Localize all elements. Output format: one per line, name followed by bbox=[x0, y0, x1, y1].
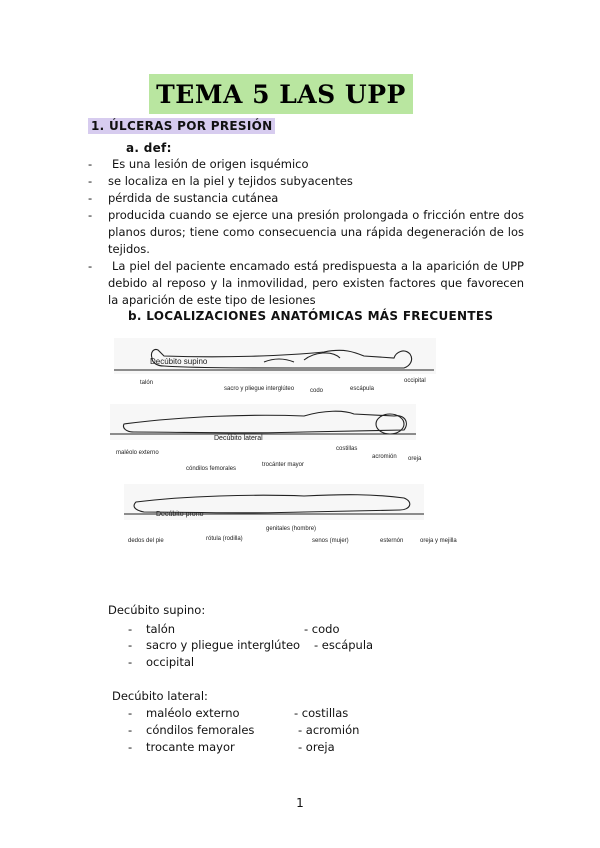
section-heading-ulceras: 1. ÚLCERAS POR PRESIÓN bbox=[88, 118, 275, 134]
page-title: TEMA 5 LAS UPP bbox=[156, 79, 406, 109]
bullet-item: se localiza en la piel y tejidos subyacentes bbox=[108, 174, 353, 188]
bullet-item: producida cuando se ejerce una presión prolongada o fricción entre dos planos duros; tiene como consecuencia una rápida degeneración de los tejidos. bbox=[108, 208, 524, 256]
supine-annotation: codo bbox=[310, 388, 324, 394]
list-item: - oreja bbox=[298, 740, 335, 754]
bullet-item: La piel del paciente encamado está predispuesta a la aparición de UPP debido al reposo y la inmovilidad, pero existen factores que favorecen la aparición de este tipo de lesiones bbox=[108, 259, 524, 307]
list-item: cóndilos femorales bbox=[146, 723, 255, 737]
lateral-annotation: trocánter mayor bbox=[262, 462, 305, 468]
supine-figure bbox=[114, 338, 436, 374]
supine-annotation: occipital bbox=[404, 378, 426, 384]
list-dash: - bbox=[128, 723, 133, 737]
lateral-annotation: costillas bbox=[336, 446, 358, 452]
prone-annotation: rótula (rodilla) bbox=[206, 536, 243, 542]
prone-annotation: genitales (hombre) bbox=[266, 526, 317, 532]
supine-annotation: talón bbox=[140, 380, 154, 386]
supine-annotation: sacro y pliegue interglúteo bbox=[224, 386, 295, 392]
subheading-def: a. def: bbox=[126, 141, 172, 155]
page-number: 1 bbox=[296, 796, 304, 810]
bullet-item: Es una lesión de origen isquémico bbox=[112, 157, 309, 171]
list-dash: - bbox=[128, 655, 133, 669]
lateral-annotation: oreja bbox=[408, 456, 422, 462]
lateral-annotation: acromión bbox=[372, 454, 397, 460]
lateral-annotation: maléolo externo bbox=[116, 450, 159, 456]
lateral-figure bbox=[110, 404, 416, 440]
list-item: - costillas bbox=[294, 706, 349, 720]
supine-label: Decúbito supino bbox=[150, 357, 208, 366]
bullet-dash: - bbox=[88, 157, 93, 171]
lateral-label: Decúbito lateral bbox=[214, 435, 263, 442]
pressure-points-figure bbox=[104, 330, 486, 554]
bullet-dash: - bbox=[88, 208, 93, 222]
prone-label: Decúbito prono bbox=[156, 511, 204, 518]
bullet-item: pérdida de sustancia cutánea bbox=[108, 191, 279, 205]
bullet-dash: - bbox=[88, 259, 93, 273]
prone-annotation: dedos del pie bbox=[128, 538, 164, 544]
subheading-localizaciones: b. LOCALIZACIONES ANATÓMICAS MÁS FRECUENTES bbox=[128, 309, 494, 323]
list-dash: - bbox=[128, 622, 133, 636]
list-item: - acromión bbox=[298, 723, 360, 737]
list-item: talón bbox=[146, 622, 176, 636]
lateral-heading: Decúbito lateral: bbox=[112, 689, 208, 703]
lateral-annotation: cóndilos femorales bbox=[186, 466, 237, 472]
list-item: sacro y pliegue interglúteo bbox=[146, 638, 301, 652]
list-item: maléolo externo bbox=[146, 706, 240, 720]
prone-annotation: esternón bbox=[380, 538, 404, 544]
supino-heading: Decúbito supino: bbox=[108, 603, 206, 617]
bullet-dash: - bbox=[88, 174, 93, 188]
prone-annotation: senos (mujer) bbox=[312, 538, 349, 544]
supine-annotation: escápula bbox=[350, 386, 375, 392]
list-item: - codo bbox=[304, 622, 340, 636]
prone-annotation: oreja y mejilla bbox=[420, 538, 457, 544]
list-dash: - bbox=[128, 638, 133, 652]
list-item: trocante mayor bbox=[146, 740, 235, 754]
title-highlight bbox=[149, 74, 413, 114]
list-item: occipital bbox=[146, 655, 195, 669]
list-dash: - bbox=[128, 740, 133, 754]
bullet-dash: - bbox=[88, 191, 93, 205]
list-item: - escápula bbox=[314, 638, 374, 652]
list-dash: - bbox=[128, 706, 133, 720]
